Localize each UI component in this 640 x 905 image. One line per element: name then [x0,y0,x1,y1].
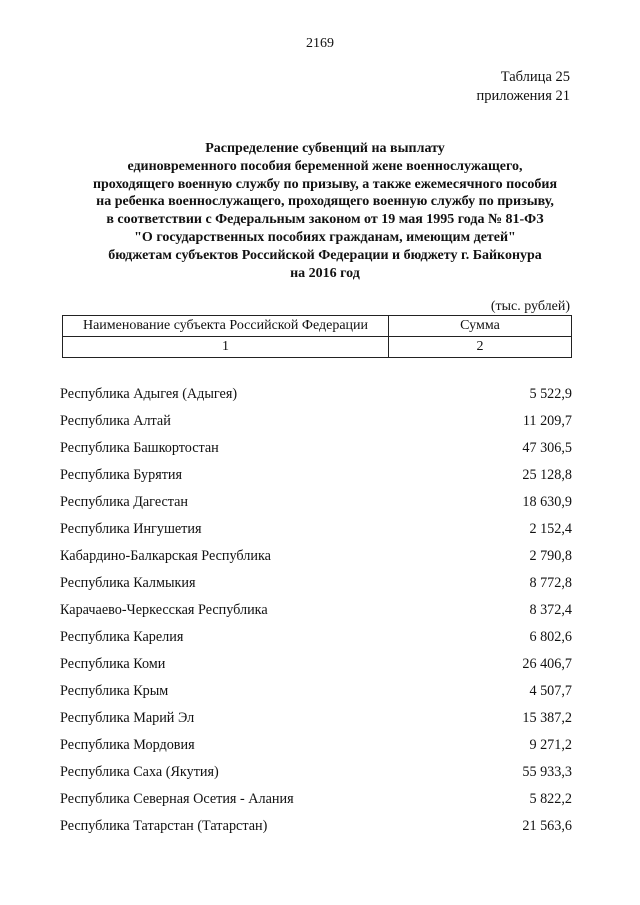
region-name: Республика Бурятия [60,467,183,483]
table-row [60,516,572,543]
region-name: Республика Мордовия [60,737,195,753]
table-row [60,462,572,489]
amount: 2 790,8 [529,548,572,564]
region-name: Республика Карелия [60,629,184,645]
column-number-row [63,337,572,358]
page-number: 2169 [306,36,334,51]
amount: 9 271,2 [529,737,572,753]
region-name: Республика Марий Эл [60,710,195,726]
column-header-name: Наименование субъекта Российской Федерации [63,316,389,337]
table-row [60,678,572,705]
appendix-reference: приложения 21 [476,88,570,104]
table-row [60,597,572,624]
amount: 4 507,7 [529,683,572,699]
table-row [60,381,572,408]
region-name: Республика Калмыкия [60,575,196,591]
region-name: Республика Крым [60,683,169,699]
title-line: проходящего военную службу по призыву, а также ежемесячного пособия [92,176,558,192]
table-row [60,435,572,462]
table-row [60,651,572,678]
table-row [60,624,572,651]
title-line: в соответствии с Федеральным законом от 19 мая 1995 года № 81-ФЗ [106,212,544,228]
column-header-amount: Сумма [389,316,572,337]
amount: 18 630,9 [522,494,572,510]
amount: 5 522,9 [529,386,572,402]
region-name: Республика Дагестан [60,494,189,510]
region-name: Республика Северная Осетия - Алания [60,791,294,807]
table-row [60,543,572,570]
region-name: Республика Ингушетия [60,521,202,537]
table-reference-number: Таблица 25 [500,69,570,85]
table-row [60,813,572,840]
amount: 11 209,7 [522,413,572,429]
table-row [60,732,572,759]
amount: 8 372,4 [529,602,572,618]
table-row [60,786,572,813]
table-row [60,489,572,516]
table-row [60,408,572,435]
amount: 8 772,8 [529,575,572,591]
table-row [60,705,572,732]
column-number-2: 2 [389,337,572,358]
region-name: Республика Башкортостан [60,440,219,456]
units-label: (тыс. рублей) [490,299,570,314]
title-line: Распределение субвенций на выплату [205,141,445,156]
table-body [60,381,572,840]
title-line: "О государственных пособиях гражданам, имеющим детей" [134,229,516,245]
amount: 15 387,2 [522,710,572,726]
amount: 21 563,6 [522,818,572,834]
amount: 6 802,6 [529,629,572,645]
document-title [40,140,610,282]
column-header-row [63,316,572,337]
table-row [60,759,572,786]
region-name: Республика Татарстан (Татарстан) [60,818,268,834]
region-name: Республика Коми [60,656,166,672]
amount: 25 128,8 [522,467,572,483]
column-number-1: 1 [63,337,389,358]
title-line: на 2016 год [290,265,360,281]
amount: 2 152,4 [529,521,572,537]
region-name: Республика Саха (Якутия) [60,764,219,780]
region-name: Кабардино-Балкарская Республика [60,548,271,564]
title-line: единовременного пособия беременной жене военнослужащего, [127,158,523,174]
title-line: на ребенка военнослужащего, проходящего военную службу по призыву, [96,194,554,210]
amount: 5 822,2 [529,791,572,807]
region-name: Карачаево-Черкесская Республика [60,602,268,618]
region-name: Республика Адыгея (Адыгея) [60,386,238,402]
amount: 55 933,3 [522,764,572,780]
title-line: бюджетам субъектов Российской Федерации и бюджету г. Байконура [108,247,542,263]
table-header [62,315,572,358]
amount: 26 406,7 [522,656,572,672]
amount: 47 306,5 [522,440,572,456]
table-row [60,570,572,597]
region-name: Республика Алтай [60,413,171,429]
